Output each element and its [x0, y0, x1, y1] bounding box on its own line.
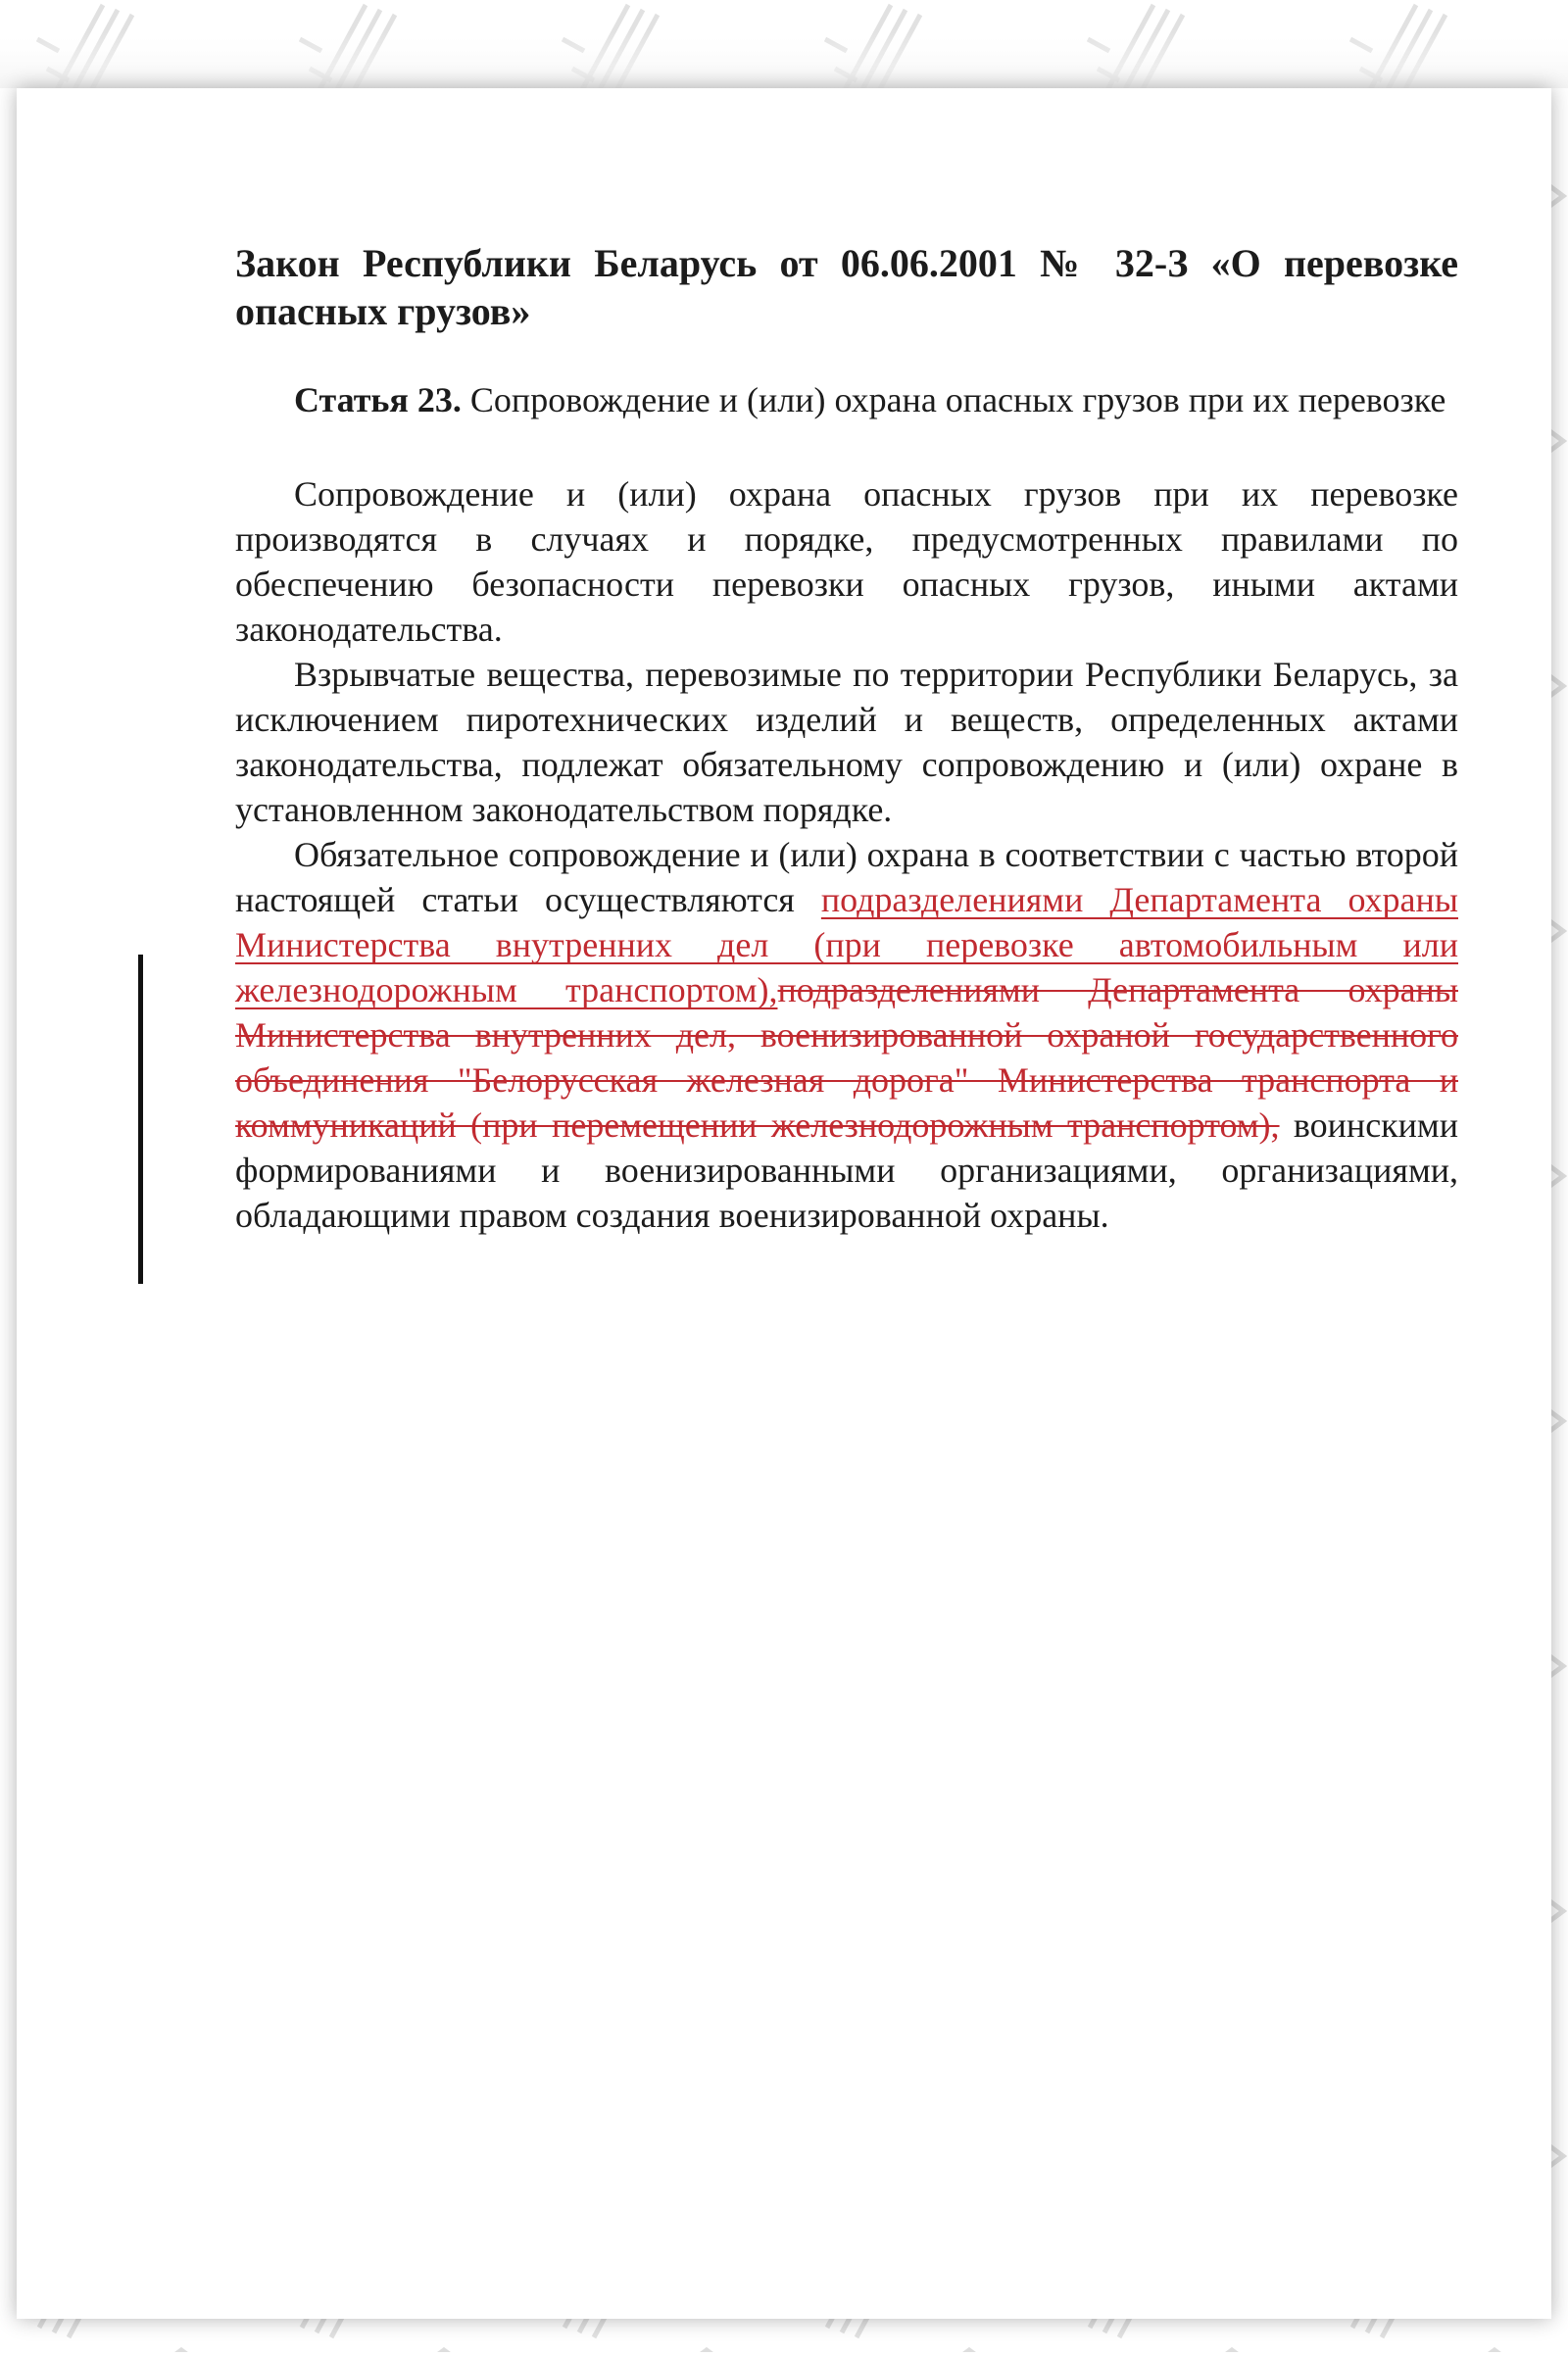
paragraph-1: Сопровождение и (или) охрана опасных грузов при их перевозке производятся в случаях и порядке, предусмотренных правилами по обеспечению безопасности перевозки опасных грузов, иными актами законодательства.: [235, 474, 1458, 649]
article-heading: [235, 377, 1458, 423]
law-title: Закон Республики Беларусь от 06.06.2001 № 32-З «О перевозке опасных грузов»: [235, 241, 1458, 333]
document-page: [17, 88, 1551, 2319]
revision-change-bar: [138, 955, 143, 1284]
amended-lead-text: Обязательное сопровождение и (или) охрана в соответствии с частью второй настоящей статьи осуществляются: [235, 835, 1458, 919]
paragraph-3-amended: [235, 832, 1458, 1238]
paragraph-2: Взрывчатые вещества, перевозимые по территории Республики Беларусь, за исключением пиротехнических изделий и веществ, определенных актами законодательства, подлежат обязательному сопровождению и (или) охране в установленном законодательством порядке.: [235, 655, 1458, 829]
deleted-text: подразделениями Департамента охраны Министерства внутренних дел, военизированной охраной государственного объединения "Белорусская железная дорога" Министерства транспорта и коммуникаций (при перемещении железнодорожным транспортом),: [235, 970, 1458, 1145]
inserted-text: подразделениями Департамента охраны Министерства внутренних дел (при перевозке автомобильным или железнодорожным транспортом),: [235, 880, 1458, 1009]
document-content: [235, 239, 1458, 1238]
article-number: Статья 23.: [294, 380, 462, 419]
amended-tail-text: воинскими формированиями и военизированными организациями, организациями, обладающими правом создания военизированной охраны.: [235, 1105, 1458, 1235]
article-heading-text: Сопровождение и (или) охрана опасных грузов при их перевозке: [461, 380, 1446, 419]
